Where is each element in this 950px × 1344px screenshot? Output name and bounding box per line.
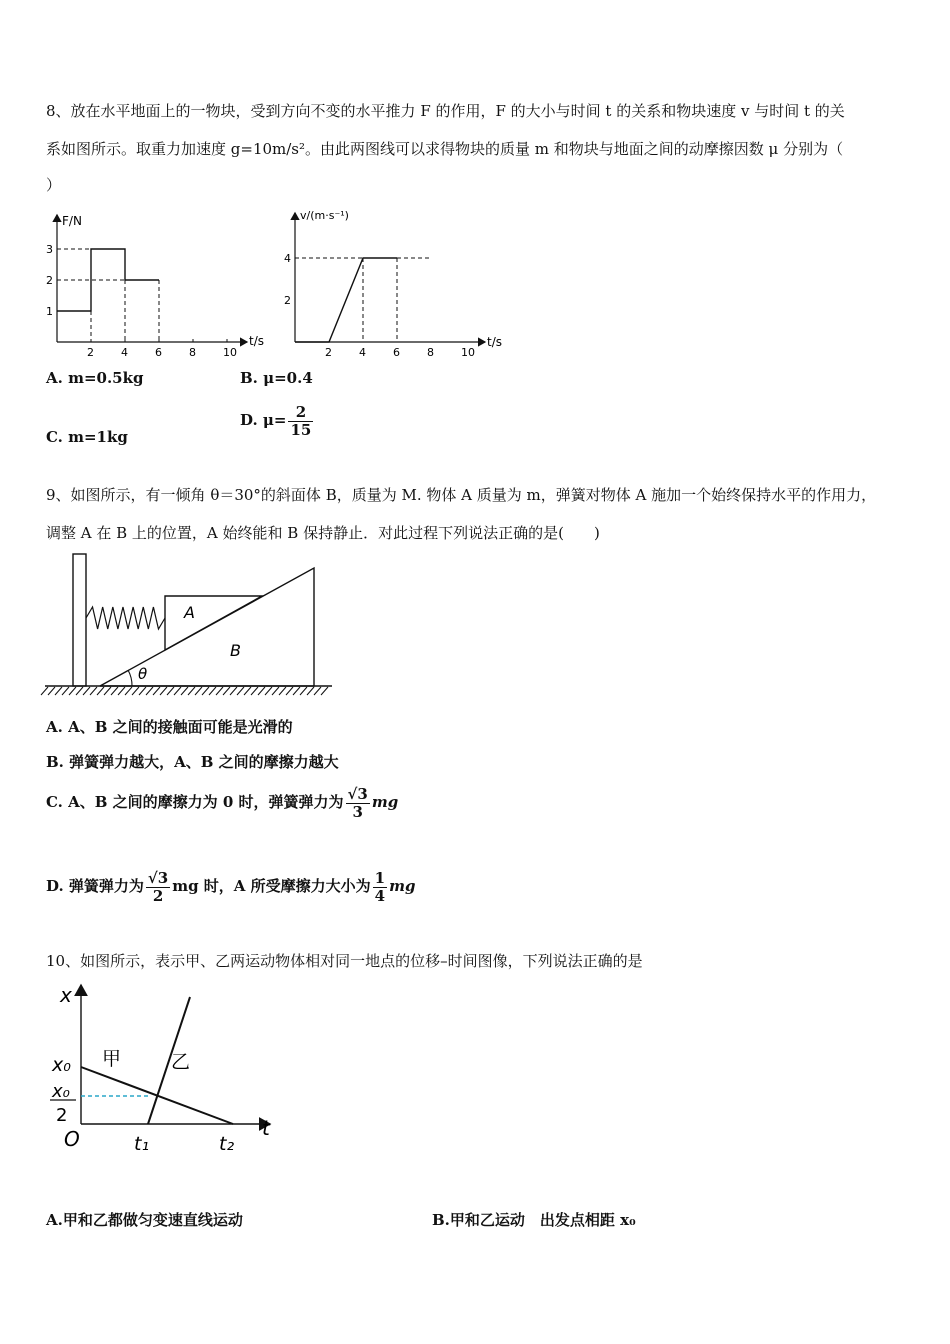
ground-hatch-mark <box>223 687 230 695</box>
q9-option-d-numerator-1: √3 <box>147 869 169 887</box>
ground-hatch-mark <box>251 687 258 695</box>
q8-velocity-graph <box>280 205 515 360</box>
ground-hatch-mark <box>90 687 97 695</box>
velocity-graph-line <box>295 258 397 342</box>
q9-option-d-prefix: D. 弹簧弹力为 <box>46 877 144 895</box>
q9-line1: 9、如图所示，有一倾角 θ＝30°的斜面体 B，质量为 M. 物体 A 质量为 m，弹簧对物体 A 施加一个始终保持水平的作用力， <box>46 486 877 504</box>
q9-option-d-fraction-2 <box>373 870 387 904</box>
ground-hatch-mark <box>125 687 132 695</box>
ground-hatch-mark <box>167 687 174 695</box>
q9-option-c[interactable] <box>46 786 398 820</box>
q9-incline-figure <box>40 548 340 698</box>
ground-hatch-mark <box>279 687 286 695</box>
ground-hatch-mark <box>76 687 83 695</box>
ground-hatch-mark <box>209 687 216 695</box>
ground-hatch-mark <box>300 687 307 695</box>
ground-hatch-mark <box>174 687 181 695</box>
velocity-graph-ylabel: v/(m·s⁻¹) <box>300 209 349 222</box>
t1-label: t₁ <box>134 1133 150 1155</box>
force-graph-ytick-1: 1 <box>46 305 53 318</box>
ground-hatch-mark <box>258 687 265 695</box>
ground-hatch-mark <box>181 687 188 695</box>
velocity-graph-xtick-8: 8 <box>427 346 434 359</box>
ground-hatch-mark <box>111 687 118 695</box>
ground-hatch-mark <box>293 687 300 695</box>
ground-hatch-mark <box>132 687 139 695</box>
jia-label: 甲 <box>102 1048 122 1070</box>
q8-line2: 系如图所示。取重力加速度 g=10m/s²。由此两图线可以求得物块的质量 m 和物块与地面之间的动摩擦因数 μ 分别为（ <box>46 140 844 158</box>
ground-hatch-mark <box>69 687 76 695</box>
q9-option-d-suffix: mg <box>389 877 416 895</box>
ground-hatch-mark <box>62 687 69 695</box>
t2-label: t₂ <box>219 1133 235 1155</box>
q9-option-d-fraction-1 <box>146 870 170 904</box>
force-graph-xlabel: t/s <box>249 334 264 348</box>
spring <box>86 607 165 629</box>
velocity-graph-ytick-4: 4 <box>284 252 291 265</box>
ground-hatch-mark <box>160 687 167 695</box>
force-graph-ytick-3: 3 <box>46 243 53 256</box>
q9-option-d-middle: mg 时，A 所受摩擦力大小为 <box>172 877 371 895</box>
q9-option-d[interactable] <box>46 870 415 904</box>
t-axis-label: t <box>262 1116 270 1140</box>
ground-hatch-mark <box>195 687 202 695</box>
ground-hatch-mark <box>230 687 237 695</box>
ground-hatch-mark <box>321 687 328 695</box>
ground-hatch-mark <box>83 687 90 695</box>
q8-option-d[interactable] <box>240 404 315 438</box>
q9-option-d-denominator-1: 2 <box>146 887 170 905</box>
ground-hatch-mark <box>188 687 195 695</box>
ground-hatch-mark <box>272 687 279 695</box>
q9-option-c-numerator: √3 <box>347 785 368 803</box>
ground-hatch-mark <box>48 687 55 695</box>
force-graph-ytick-2: 2 <box>46 274 53 287</box>
velocity-graph-xlabel: t/s <box>487 335 502 349</box>
q9-option-c-prefix: C. A、B 之间的摩擦力为 0 时，弹簧弹力为 <box>46 793 344 811</box>
velocity-graph-xtick-4: 4 <box>359 346 366 359</box>
force-graph-xtick-8: 8 <box>189 346 196 359</box>
velocity-graph-ytick-2: 2 <box>284 294 291 307</box>
ground-hatch-mark <box>307 687 314 695</box>
force-graph-xtick-6: 6 <box>155 346 162 359</box>
q10-option-b[interactable]: B.甲和乙运动 出发点相距 x₀ <box>432 1211 636 1229</box>
ground-hatch-mark <box>244 687 251 695</box>
velocity-graph-xtick-10: 10 <box>461 346 475 359</box>
label-theta: θ <box>138 665 148 683</box>
wall-post <box>73 554 86 686</box>
q8-line3: ） <box>46 176 62 194</box>
q8-option-d-denominator: 15 <box>290 420 312 439</box>
q9-option-b[interactable]: B. 弹簧弹力越大，A、B 之间的摩擦力越大 <box>46 753 339 771</box>
ground-hatch-mark <box>55 687 62 695</box>
half-x0-denominator: 2 <box>56 1105 68 1126</box>
ground-hatch-mark <box>146 687 153 695</box>
q8-option-b[interactable]: B. μ=0.4 <box>240 369 313 387</box>
q10-option-a[interactable]: A.甲和乙都做匀变速直线运动 <box>46 1211 243 1229</box>
ground-hatch-mark <box>104 687 111 695</box>
force-graph-ylabel: F/N <box>62 214 82 228</box>
velocity-graph-xtick-2: 2 <box>325 346 332 359</box>
q8-option-c[interactable]: C. m=1kg <box>46 428 128 446</box>
q9-option-c-fraction <box>346 786 370 820</box>
ground-hatch-mark <box>265 687 272 695</box>
ground-hatch-mark <box>216 687 223 695</box>
ground-hatch-mark <box>41 687 48 695</box>
force-graph-xtick-4: 4 <box>121 346 128 359</box>
force-graph-xtick-2: 2 <box>87 346 94 359</box>
q8-option-d-prefix: D. μ= <box>240 411 287 429</box>
q8-option-a[interactable]: A. m=0.5kg <box>46 369 144 387</box>
ground-hatch-mark <box>153 687 160 695</box>
ground-hatch-mark <box>139 687 146 695</box>
q10-line1: 10、如图所示，表示甲、乙两运动物体相对同一地点的位移–时间图像，下列说法正确的是 <box>46 952 643 970</box>
half-x0-numerator: x₀ <box>52 1081 70 1102</box>
q8-option-d-fraction <box>288 404 313 438</box>
ground-hatch-mark <box>286 687 293 695</box>
q9-line2: 调整 A 在 B 上的位置，A 始终能和 B 保持静止．对此过程下列说法正确的是( ) <box>46 524 600 542</box>
q8-force-graph <box>40 205 275 360</box>
yi-label: 乙 <box>171 1051 191 1073</box>
q8-line1: 8、放在水平地面上的一物块，受到方向不变的水平推力 F 的作用，F 的大小与时间 t 的关系和物块速度 v 与时间 t 的关 <box>46 102 845 120</box>
q9-option-d-denominator-2: 4 <box>374 886 386 905</box>
origin-label: O <box>64 1127 80 1151</box>
ground-hatch-mark <box>118 687 125 695</box>
q9-option-d-numerator-2: 1 <box>374 869 386 887</box>
q9-option-c-suffix: mg <box>371 793 399 811</box>
q9-option-c-denominator: 3 <box>346 803 370 821</box>
force-graph-xtick-10: 10 <box>223 346 237 359</box>
label-a: A <box>184 603 195 622</box>
x0-label: x₀ <box>52 1054 71 1076</box>
ground-hatch-mark <box>97 687 104 695</box>
ground-hatch-mark <box>237 687 244 695</box>
label-b: B <box>230 641 241 660</box>
ground-hatch-mark <box>314 687 321 695</box>
velocity-graph-xtick-6: 6 <box>393 346 400 359</box>
ground-hatching <box>41 687 328 695</box>
q8-option-d-numerator: 2 <box>295 403 307 421</box>
q10-position-time-graph <box>40 975 280 1160</box>
x-axis-label: x <box>60 983 72 1007</box>
q9-option-a[interactable]: A. A、B 之间的接触面可能是光滑的 <box>46 718 293 736</box>
ground-hatch-mark <box>202 687 209 695</box>
